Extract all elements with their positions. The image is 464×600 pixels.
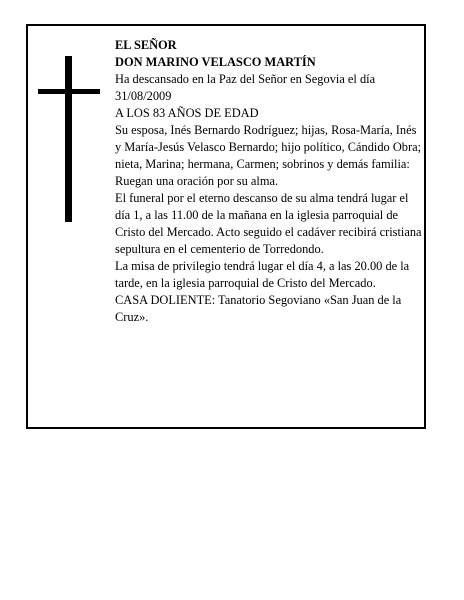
mourning-house: CASA DOLIENTE: Tanatorio Segoviano «San Juan de la Cruz». bbox=[115, 293, 402, 324]
age-line: A LOS 83 AÑOS DE EDAD bbox=[115, 106, 259, 120]
deceased-name: DON MARINO VELASCO MARTÍN bbox=[115, 55, 316, 69]
notice-title: EL SEÑOR bbox=[115, 38, 177, 52]
funeral-info: El funeral por el eterno descanso de su alma tendrá lugar el día 1, a las 11.00 de la mañana en la iglesia parroquial de Cristo del Mercado. Acto seguido el cadáver recibirá cristiana sepultura en el cementerio de Torredondo. bbox=[115, 191, 422, 256]
rest-statement: Ha descansado en la Paz del Señor en Segovia el día 31/08/2009 bbox=[115, 72, 376, 103]
family-list: Su esposa, Inés Bernardo Rodríguez; hijas, Rosa-María, Inés y María-Jesús Velasco Bernardo; hijo político, Cándido Obra; nieta, Marina; hermana, Carmen; sobrinos y demás familia: bbox=[115, 123, 422, 171]
prayer-request: Ruegan una oración por su alma. bbox=[115, 174, 279, 188]
cross-vertical-bar bbox=[65, 56, 72, 222]
cross-icon bbox=[38, 56, 100, 222]
obituary-notice bbox=[26, 24, 426, 429]
mass-info: La misa de privilegio tendrá lugar el día 4, a las 20.00 de la tarde, en la iglesia parroquial de Cristo del Mercado. bbox=[115, 259, 410, 290]
notice-text bbox=[115, 37, 423, 326]
cross-horizontal-bar bbox=[38, 89, 100, 94]
